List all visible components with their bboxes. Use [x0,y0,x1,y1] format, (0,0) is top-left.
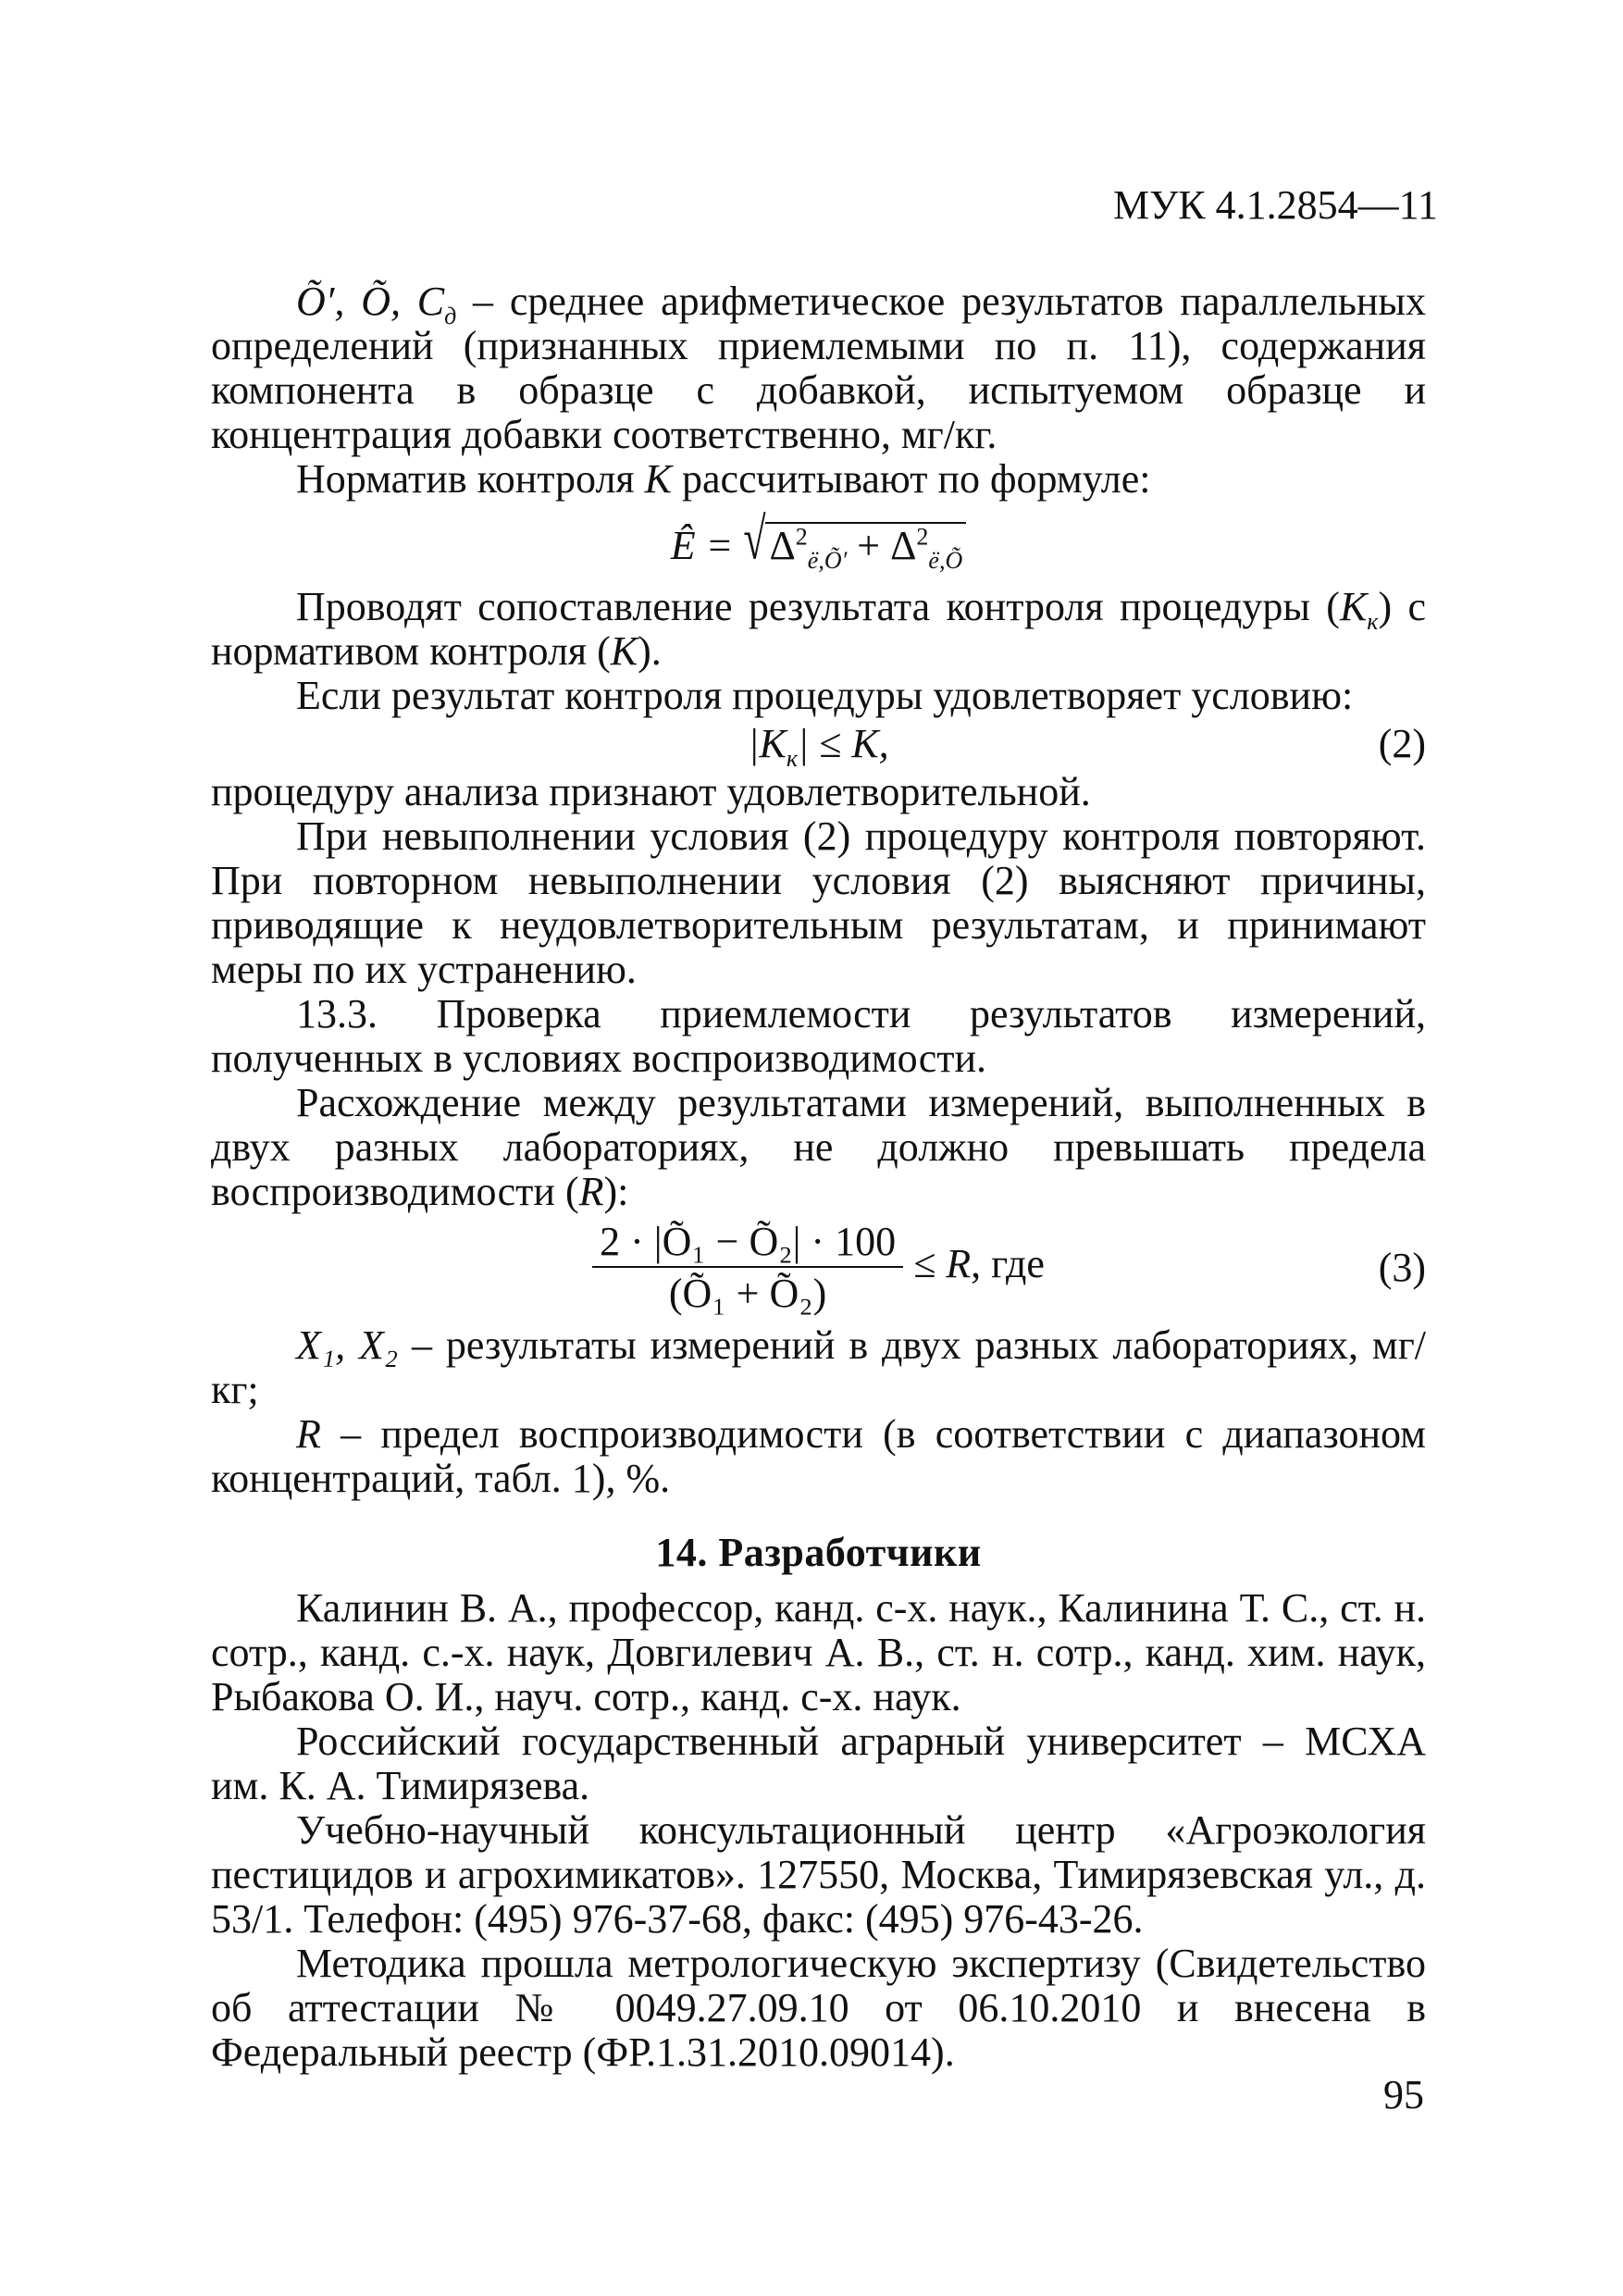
paragraph-x-definition [211,1323,1426,1412]
delta-1-sup: 2 [795,523,808,551]
compare-var: K [1339,584,1368,629]
formula-3-suffix: , где [971,1241,1045,1287]
compare-sub: к [1367,607,1379,635]
compare-text: Проводят сопоставление результата контроля процедуры ( [296,584,1340,629]
paragraph-compare [211,585,1426,674]
diff-var: R [578,1169,604,1214]
paragraph-accept: процедуру анализа признают удовлетворительной. [211,769,1091,814]
diff-tail: ): [603,1169,629,1214]
compare-tail: ). [638,628,662,674]
norm-variable: K [644,456,673,502]
formula-2-number: (2) [1378,721,1426,766]
delta-2: Δ [890,523,917,568]
norm-tail: рассчитывают по формуле: [672,456,1151,502]
formula-2-rest: | ≤ K, [798,721,889,766]
paragraph-university: Российский государственный аграрный университет – МСХА им. К. А. Тимирязева. [211,1719,1426,1808]
fraction [592,1220,903,1316]
sqrt-expression [743,505,966,574]
delta-1-sub: ë,Õ′ [807,546,848,574]
r-var: R [296,1411,321,1457]
subscript-d: д [444,302,457,329]
paragraph-variable-definitions [211,279,1426,457]
radical-sign: √ [743,505,766,572]
delta-2-sup: 2 [916,523,929,551]
formula-2-expr: |K [748,721,787,766]
paragraph-condition: Если результат контроля процедуры удовлетворяет условию: [296,673,1354,718]
paragraph-developers-names: Калинин В. А., профессор, канд. с-х. наук., Калинина Т. С., ст. н. сотр., канд. с.-х. наук, Довгилевич А. В., ст. н. сотр., канд. хим. наук, Рыбакова О. И., науч. сотр., канд. с-х. наук. [211,1585,1426,1719]
sqrt-content [765,522,966,574]
variables-x-c: Õ′, Õ, C [296,279,445,324]
formula-condition-2 [211,718,1426,770]
r-text: – предел воспроизводимости (в соответствии с диапазоном концентраций, табл. 1), %. [211,1411,1426,1501]
formula-3-number: (3) [1378,1245,1426,1290]
fraction-numerator: 2 · |Õ₁ − Õ₂| · 100 [592,1220,903,1268]
definition-text: – среднее арифметическое результатов параллельных определений (признанных приемлемыми по п. 11), содержания компонента в образце с добавкой, испытуемом образце и концентрация добавки соответственно, мг/кг. [211,279,1426,457]
compare-var2: K [610,628,638,674]
delta-1: Δ [769,523,796,568]
x-vars: X₁, X₂ [296,1322,399,1368]
paragraph-section-13-3: 13.3. Проверка приемлемости результатов измерений, полученных в условиях воспроизводимости. [211,991,1426,1081]
document-body [211,279,1426,2075]
paragraph-certification: Методика прошла метрологическую экспертизу (Свидетельство об аттестации № 0049.27.09.10 от 06.10.2010 и внесена в Федеральный реестр (ФР.1.31.2010.09014). [211,1941,1426,2075]
plus-sign: + [847,523,891,568]
formula-3-rhs: ≤ R [903,1241,972,1287]
x-text: – результаты измерений в двух разных лабораториях, мг/кг; [211,1322,1426,1412]
section-heading-developers: 14. Разработчики [655,1530,982,1575]
norm-text: Норматив контроля [296,456,645,502]
paragraph-difference [211,1081,1426,1214]
paragraph-center: Учебно-научный консультационный центр «Агроэкология пестицидов и агрохимикатов». 127550, Москва, Тимирязевская ул., д. 53/1. Телефон: (495) 976-37-68, факс: (495) 976-43-26. [211,1807,1426,1942]
compare-mid: ) с нормативом контроля ( [211,584,1426,674]
formula-norm-k [211,502,1426,585]
delta-2-sub: ë,Õ [928,546,963,574]
fraction-denominator: (Õ₁ + Õ₂) [668,1271,827,1316]
page-number: 95 [1383,2072,1424,2117]
formula-2-sub: к [786,744,799,772]
diff-text: Расхождение между результатами измерений, выполненных в двух разных лабораториях, не должно превышать предела воспроизводимости ( [211,1080,1426,1214]
paragraph-norm-intro [211,457,1426,502]
formula-reproducibility-3 [211,1214,1426,1323]
document-id-header: МУК 4.1.2854—11 [1113,182,1438,228]
paragraph-fail: При невыполнении условия (2) процедуру контроля повторяют. При повторном невыполнении условия (2) выясняют причины, приводящие к неудовлетворительным результатам, и принимают меры по их устранению. [211,813,1426,992]
paragraph-r-definition [211,1412,1426,1501]
formula-1-lhs: Ê = [670,523,744,568]
